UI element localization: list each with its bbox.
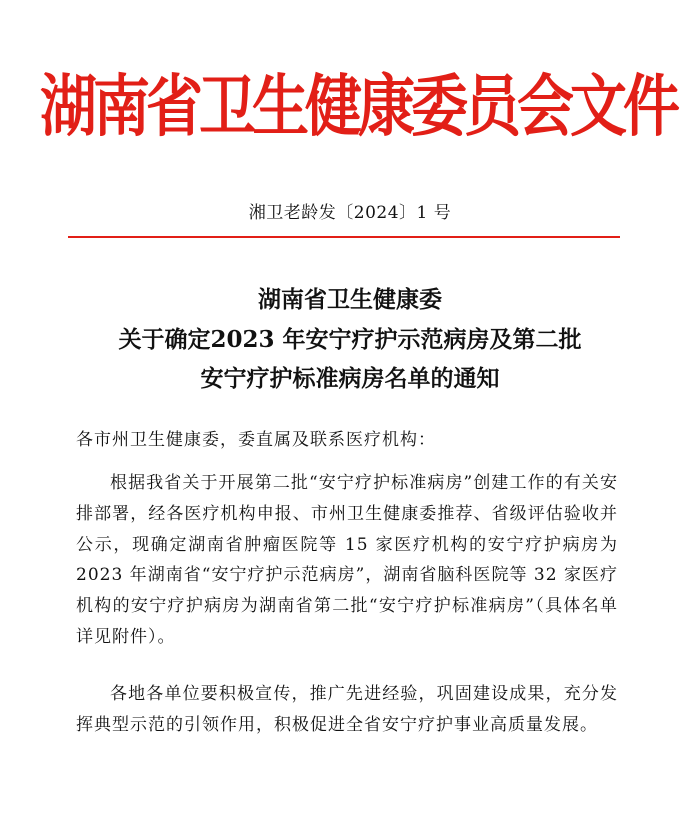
salutation: 各市州卫生健康委，委直属及联系医疗机构：	[76, 430, 436, 450]
body-paragraph-2: 各地各单位要积极宣传，推广先进经验，巩固建设成果，充分发挥典型示范的引领作用，积极促进全省安宁疗护事业高质量发展。	[76, 684, 618, 735]
notice-title-line-3: 安宁疗护标准病房名单的通知	[200, 365, 500, 392]
masthead-title: 湖南省卫生健康委员会文件	[40, 66, 676, 146]
notice-title-line-1: 湖南省卫生健康委	[258, 286, 442, 313]
red-divider-line	[68, 236, 620, 238]
document-number: 湘卫老龄发〔2024〕1 号	[248, 203, 452, 223]
notice-title-line-2: 关于确定2023 年安宁疗护示范病房及第二批	[118, 326, 582, 353]
body-paragraph-1: 根据我省关于开展第二批“安宁疗护标准病房”创建工作的有关安排部署，经各医疗机构申报、市州卫生健康委推荐、省级评估验收并公示，现确定湖南省肿瘤医院等 15 家医疗机构的安宁疗护病房为 2023 年湖南省“安宁疗护示范病房”，湖南省脑科医院等 32 家医疗机构的安宁疗护病房为湖南省第二批“安宁疗护标准病房”（具体名单详见附件）。	[76, 473, 618, 647]
